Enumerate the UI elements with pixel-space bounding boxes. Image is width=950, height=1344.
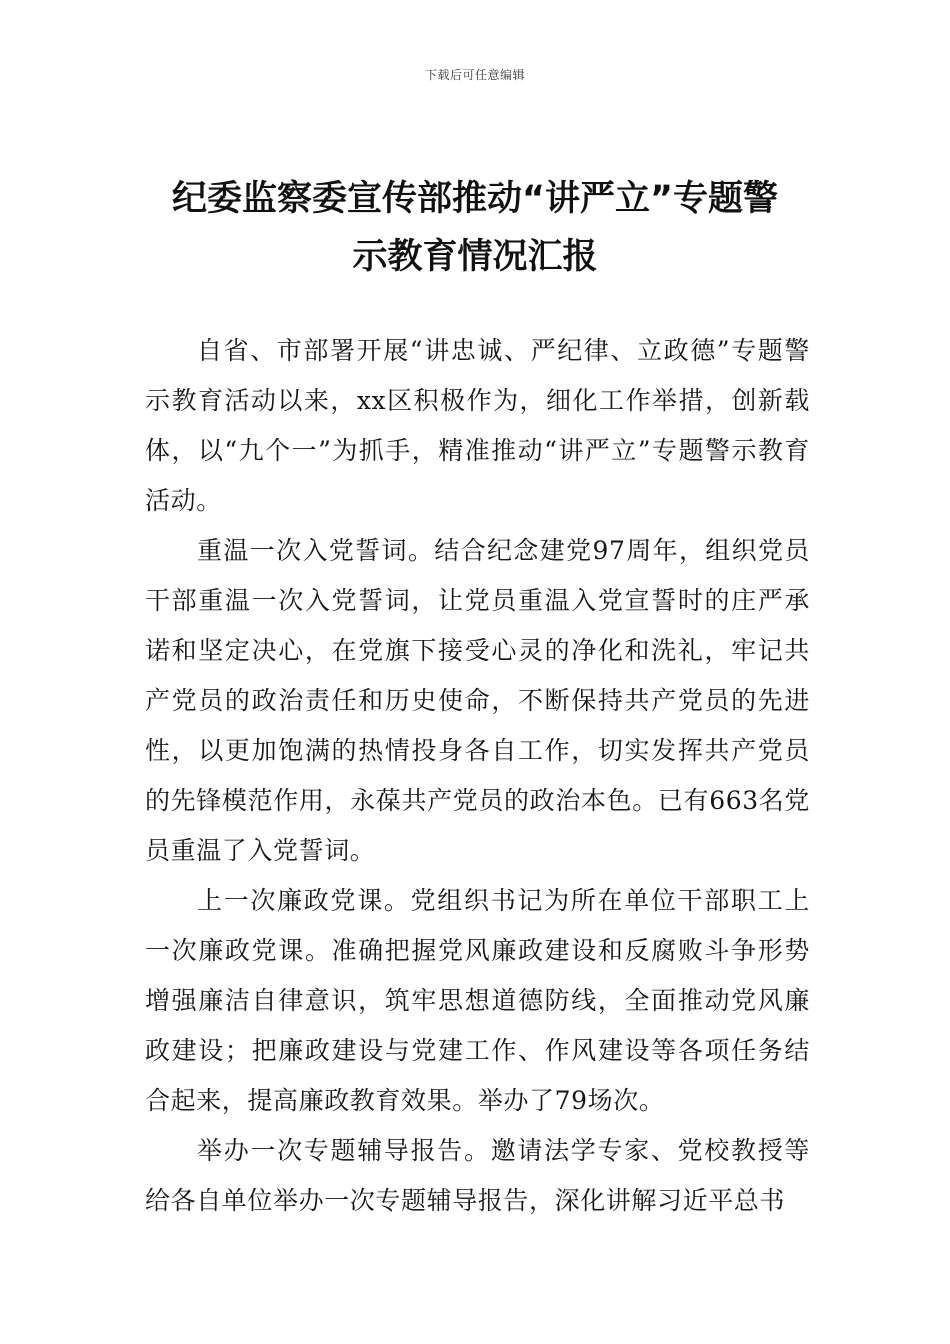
title-line-1: 纪委监察委宣传部推动“讲严立”专题警: [171, 179, 778, 219]
document-title: [140, 170, 810, 286]
paragraph-intro: 自省、市部署开展“讲忠诚、严纪律、立政德”专题警示教育活动以来，xx区积极作为，细化工作举措，创新载体，以“九个一”为抓手，精准推动“讲严立”专题警示教育活动。: [145, 336, 810, 515]
paragraph-party-lesson: 上一次廉政党课。党组织书记为所在单位干部职工上一次廉政党课。准确把握党风廉政建设和反腐败斗争形势增强廉洁自律意识，筑牢思想道德防线，全面推动党风廉政建设；把廉政建设与党建工作、作风建设等各项任务结合起来，提高廉政教育效果。举办了79场次。: [145, 886, 810, 1115]
paragraph-oath: 重温一次入党誓词。结合纪念建党97周年，组织党员干部重温一次入党誓词，让党员重温入党宣誓时的庄严承诺和坚定决心，在党旗下接受心灵的净化和洗礼，牢记共产党员的政治责任和历史使命，不断保持共产党员的先进性，以更加饱满的热情投身各自工作，切实发挥共产党员的先锋模范作用，永葆共产党员的政治本色。已有663名党员重温了入党誓词。: [145, 536, 810, 865]
paragraph-report: 举办一次专题辅导报告。邀请法学专家、党校教授等给各自单位举办一次专题辅导报告，深化讲解习近平总书: [145, 1136, 810, 1215]
title-line-2: 示教育情况汇报: [352, 237, 598, 277]
document-body: [145, 326, 810, 1226]
header-note: 下载后可任意编辑: [424, 68, 525, 82]
